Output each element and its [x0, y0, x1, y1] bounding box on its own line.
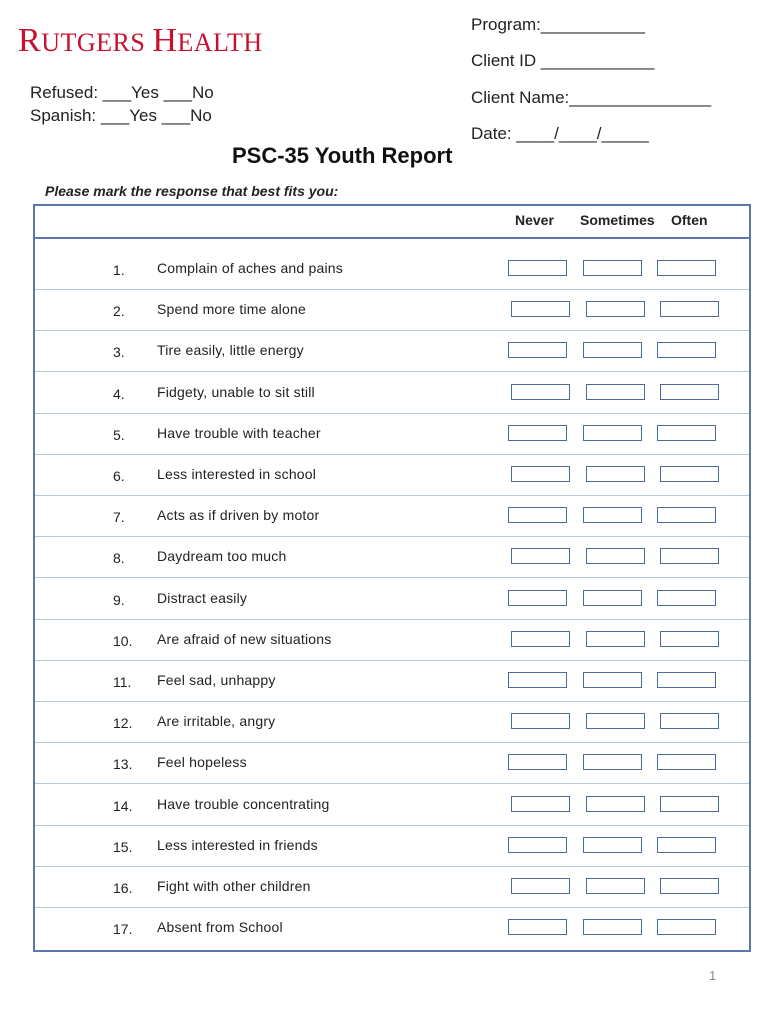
response-box-never[interactable] [508, 919, 567, 935]
question-number: 8. [113, 550, 125, 567]
question-number: 15. [113, 838, 133, 855]
program-field[interactable]: Program:___________ [471, 15, 645, 34]
response-box-sometimes[interactable] [586, 713, 645, 729]
question-row [35, 455, 749, 496]
response-box-sometimes[interactable] [583, 507, 642, 523]
response-box-often[interactable] [660, 466, 719, 482]
question-text: Fight with other children [157, 878, 311, 894]
question-number: 17. [113, 921, 133, 938]
response-box-never[interactable] [511, 548, 570, 564]
column-header-often: Often [671, 212, 708, 228]
response-box-never[interactable] [508, 260, 567, 276]
response-box-sometimes[interactable] [586, 548, 645, 564]
question-row [35, 743, 749, 784]
question-row [35, 867, 749, 908]
response-box-sometimes[interactable] [583, 342, 642, 358]
question-text: Tire easily, little energy [157, 342, 304, 359]
response-box-sometimes[interactable] [586, 466, 645, 482]
response-box-often[interactable] [657, 837, 716, 853]
question-number: 11. [113, 674, 132, 690]
question-row [35, 620, 749, 661]
question-row [35, 249, 749, 290]
question-text: Have trouble with teacher [157, 424, 321, 441]
response-box-often[interactable] [660, 301, 719, 317]
response-box-often[interactable] [660, 878, 719, 894]
spanish-field[interactable]: Spanish: ___Yes ___No [30, 106, 212, 125]
question-number: 4. [113, 385, 125, 402]
question-text: Have trouble concentrating [157, 795, 330, 812]
response-box-often[interactable] [660, 796, 719, 812]
question-row [35, 496, 749, 537]
question-text: Feel hopeless [157, 754, 247, 771]
rutgers-health-logo: RUTGERS HEALTH [18, 22, 263, 59]
date-field[interactable]: Date: ____/____/_____ [471, 124, 649, 143]
response-box-never[interactable] [511, 301, 570, 317]
question-row [35, 661, 749, 702]
question-number: 5. [113, 426, 125, 443]
question-number: 12. [113, 715, 133, 732]
response-box-often[interactable] [657, 507, 716, 523]
column-header-never: Never [515, 212, 554, 228]
question-number: 14. [113, 797, 133, 814]
client-id-field[interactable]: Client ID ____________ [471, 51, 655, 70]
instructions: Please mark the response that best fits you: [45, 183, 339, 199]
response-box-often[interactable] [657, 342, 716, 358]
response-box-never[interactable] [511, 384, 570, 400]
question-number: 10. [113, 632, 133, 649]
response-box-sometimes[interactable] [586, 631, 645, 647]
question-text: Fidgety, unable to sit still [157, 383, 315, 400]
response-box-sometimes[interactable] [586, 796, 645, 812]
question-text: Complain of aches and pains [157, 260, 343, 276]
response-box-sometimes[interactable] [583, 590, 642, 606]
response-box-often[interactable] [657, 919, 716, 935]
question-number: 1. [113, 262, 125, 278]
response-box-often[interactable] [660, 548, 719, 564]
response-box-often[interactable] [657, 260, 716, 276]
question-row [35, 290, 749, 331]
response-box-often[interactable] [657, 754, 716, 770]
response-box-sometimes[interactable] [583, 754, 642, 770]
response-box-sometimes[interactable] [586, 301, 645, 317]
question-text: Spend more time alone [157, 301, 306, 318]
question-text: Less interested in friends [157, 836, 318, 853]
response-box-never[interactable] [508, 837, 567, 853]
question-text: Distract easily [157, 589, 248, 606]
question-row [35, 785, 749, 826]
response-box-never[interactable] [508, 342, 567, 358]
response-box-never[interactable] [508, 425, 567, 441]
response-box-never[interactable] [508, 590, 567, 606]
question-row [35, 826, 749, 867]
question-text: Acts as if driven by motor [157, 507, 320, 524]
response-box-sometimes[interactable] [583, 837, 642, 853]
response-box-sometimes[interactable] [583, 672, 642, 688]
response-box-often[interactable] [660, 384, 719, 400]
question-row [35, 908, 749, 949]
page-title: PSC-35 Youth Report [232, 143, 453, 168]
response-box-sometimes[interactable] [583, 260, 642, 276]
question-number: 16. [113, 880, 133, 896]
question-text: Are afraid of new situations [157, 630, 332, 647]
question-row [35, 331, 749, 372]
response-box-often[interactable] [660, 631, 719, 647]
response-box-never[interactable] [511, 631, 570, 647]
question-number: 6. [113, 468, 125, 484]
question-text: Feel sad, unhappy [157, 672, 276, 688]
response-box-never[interactable] [511, 713, 570, 729]
question-text: Daydream too much [157, 548, 287, 565]
client-name-field[interactable]: Client Name:_______________ [471, 88, 712, 107]
response-box-never[interactable] [511, 878, 570, 894]
response-box-sometimes[interactable] [586, 878, 645, 894]
question-number: 9. [113, 591, 125, 608]
response-box-often[interactable] [660, 713, 719, 729]
question-number: 2. [113, 303, 125, 320]
question-number: 3. [113, 344, 125, 361]
question-row [35, 414, 749, 455]
response-box-sometimes[interactable] [583, 919, 642, 935]
response-box-never[interactable] [508, 507, 567, 523]
response-box-often[interactable] [657, 672, 716, 688]
response-box-sometimes[interactable] [586, 384, 645, 400]
refused-field[interactable]: Refused: ___Yes ___No [30, 83, 214, 102]
header-divider [35, 237, 749, 239]
response-box-often[interactable] [657, 425, 716, 441]
question-row [35, 373, 749, 414]
question-row [35, 537, 749, 578]
response-box-often[interactable] [657, 590, 716, 606]
question-row [35, 702, 749, 743]
page-number: 1 [709, 968, 717, 983]
response-box-never[interactable] [508, 754, 567, 770]
question-text: Less interested in school [157, 466, 317, 482]
question-text: Absent from School [157, 919, 283, 936]
question-number: 7. [113, 509, 125, 526]
column-header-sometimes: Sometimes [580, 212, 655, 228]
response-box-never[interactable] [511, 466, 570, 482]
question-row [35, 579, 749, 620]
response-box-sometimes[interactable] [583, 425, 642, 441]
question-text: Are irritable, angry [157, 713, 276, 730]
question-number: 13. [113, 756, 133, 773]
response-box-never[interactable] [508, 672, 567, 688]
response-box-never[interactable] [511, 796, 570, 812]
